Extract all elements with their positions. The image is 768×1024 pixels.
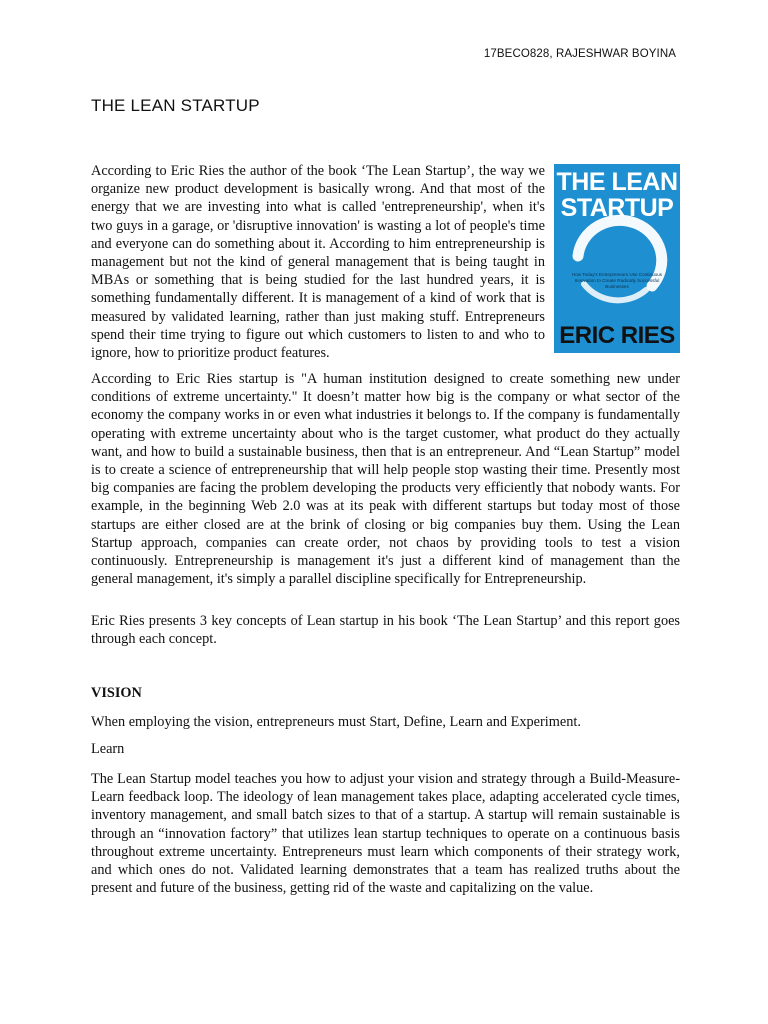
book-cover-image [554, 164, 680, 353]
paragraph-intro: According to Eric Ries the author of the book ‘The Lean Startup’, the way we organize new product development is basically wrong. And that most of the energy that we are investing into what is called 'entrepreneurship', when it's two guys in a garage, or 'disruptive innovation' is wasting a lot of people's time and everyone can do something about it. According to him entrepreneurship is management but not the kind of general management that is being taught in MBAs or something that is being studied for the last hundred years, it is something fundamentally different. It is management of a kind of work that is measured by validated learning, rather than just making stuff. Entrepreneurs spend their time trying to figure out which customers to listen to and who to ignore, how to prioritize product features. [91, 163, 545, 362]
section-heading-vision: VISION [91, 685, 142, 701]
document-title: THE LEAN STARTUP [91, 96, 260, 115]
book-title-line-2: STARTUP [560, 194, 674, 222]
paragraph-vision: When employing the vision, entrepreneurs must Start, Define, Learn and Experiment. [91, 714, 581, 730]
author-header: 17BECO828, RAJESHWAR BOYINA [483, 48, 676, 60]
book-subtitle: How Today's Entrepreneurs Use Continuous Innovation to Create Radically Successful Businesses [571, 272, 663, 289]
subheading-learn: Learn [91, 741, 125, 757]
paragraph-key-concepts: Eric Ries presents 3 key concepts of Lean startup in his book ‘The Lean Startup’ and this report goes through each concept. [91, 613, 680, 648]
book-author: ERIC RIES [559, 322, 675, 349]
book-title-line-1: THE LEAN [556, 168, 678, 196]
paragraph-startup-definition: According to Eric Ries startup is "A human institution designed to create something new under conditions of extreme uncertainty." It doesn’t matter how big is the company or what sector of the economy the company works in or even what industries it belongs to. If the company is fundamentally operating with extreme uncertainty about who is the target customer, what product do they actually want, and how to build a sustainable business, then that is an entrepreneur. And “Lean Startup” model is to create a science of entrepreneurship that will help people stop wasting their time. Presently most big companies are facing the problem developing the products very efficiently that nobody wants. For example, in the beginning Web 2.0 was at its peak with different startups but today most of those startups are either closed are at the brink of closing or big companies buy them. Using the Lean Startup approach, companies can create order, not chaos by providing tools to test a vision continuously. Entrepreneurship is management it's just a different kind of management than the general management, it's simply a parallel discipline specifically for Entrepreneurship. [91, 371, 680, 588]
paragraph-learn: The Lean Startup model teaches you how to adjust your vision and strategy through a Build-Measure-Learn feedback loop. The ideology of lean management takes place, adapting accelerated cycle times, inventory management, and small batch sizes to that of a startup. A startup will remain sustainable is through an “innovation factory” that utilizes lean startup techniques to operate on a continuous basis throughout extreme uncertainty. Entrepreneurs must learn which components of their strategy work, and which ones do not. Validated learning demonstrates that a team has realized truths about the present and future of the business, getting rid of the waste and capitalizing on the value. [91, 771, 680, 897]
